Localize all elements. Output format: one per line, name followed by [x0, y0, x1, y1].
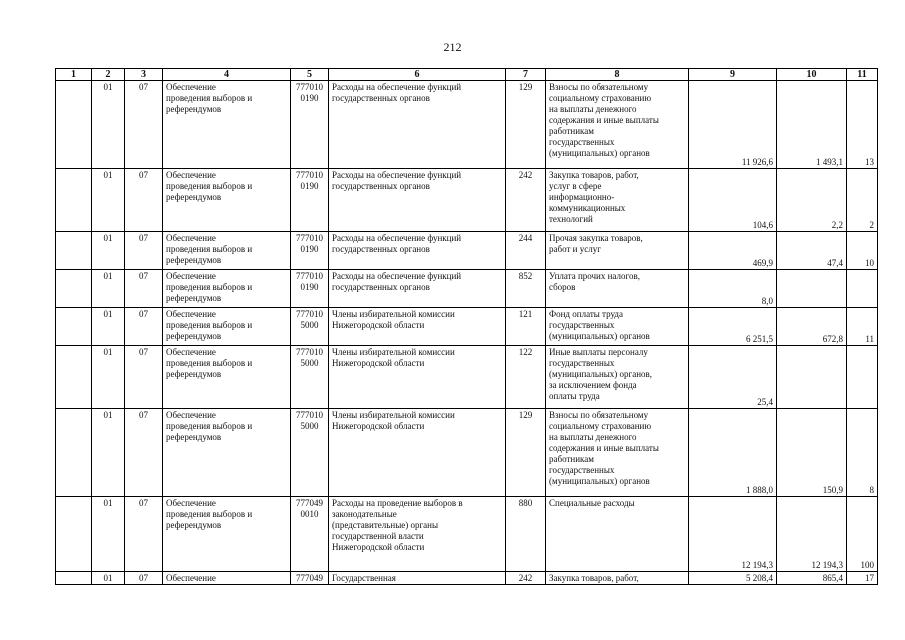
- cell-section: 01: [92, 169, 125, 232]
- cell-amount-plan: 1 888,0: [689, 409, 777, 497]
- cell-target-name: Расходы на обеспечение функций государственных органов: [329, 169, 506, 232]
- table-row: [56, 409, 878, 497]
- cell-section: 01: [92, 346, 125, 409]
- cell-target-code: 777049 0010: [291, 497, 329, 572]
- cell-percent: 11: [847, 308, 878, 346]
- cell-subsection-name: Обеспечение проведения выборов и референдумов: [163, 270, 291, 308]
- cell-target-code: 777010 5000: [291, 346, 329, 409]
- cell-target-code: 777010 5000: [291, 409, 329, 497]
- column-header: 8: [546, 69, 689, 81]
- table-row: [56, 497, 878, 572]
- cell-section: 01: [92, 497, 125, 572]
- budget-table: [55, 68, 878, 585]
- cell-amount-fact: 672,8: [777, 308, 847, 346]
- cell-amount-plan: 12 194,3: [689, 497, 777, 572]
- cell-amount-fact: [777, 346, 847, 409]
- table-row: [56, 169, 878, 232]
- cell-col1: [56, 346, 92, 409]
- cell-subsection: 07: [125, 497, 163, 572]
- cell-expense-type: 880: [506, 497, 546, 572]
- cell-percent: [847, 270, 878, 308]
- cell-target-name: Расходы на обеспечение функций государственных органов: [329, 81, 506, 169]
- table-row: [56, 270, 878, 308]
- cell-expense-type: 852: [506, 270, 546, 308]
- cell-expense-name: Уплата прочих налогов, сборов: [546, 270, 689, 308]
- column-header: 10: [777, 69, 847, 81]
- table-row: [56, 81, 878, 169]
- column-header: 7: [506, 69, 546, 81]
- cell-percent: 10: [847, 232, 878, 270]
- cell-target-code: 777010 5000: [291, 308, 329, 346]
- column-header: 1: [56, 69, 92, 81]
- cell-target-name: Расходы на обеспечение функций государственных органов: [329, 232, 506, 270]
- cell-expense-name: Закупка товаров, работ,: [546, 572, 689, 585]
- cell-target-name: Члены избирательной комиссии Нижегородской области: [329, 346, 506, 409]
- cell-target-name: Расходы на проведение выборов в законодательные (представительные) органы государственной власти Нижегородской области: [329, 497, 506, 572]
- cell-amount-plan: 469,9: [689, 232, 777, 270]
- page-number: 212: [443, 40, 462, 54]
- cell-target-code: 777010 0190: [291, 81, 329, 169]
- cell-expense-name: Закупка товаров, работ, услуг в сфере информационно- коммуникационных технологий: [546, 169, 689, 232]
- cell-expense-name: Взносы по обязательному социальному страхованию на выплаты денежного содержания и иные выплаты работникам государственных (муниципальных) органов: [546, 409, 689, 497]
- cell-expense-name: Фонд оплаты труда государственных (муниципальных) органов: [546, 308, 689, 346]
- cell-percent: 13: [847, 81, 878, 169]
- cell-amount-plan: 11 926,6: [689, 81, 777, 169]
- cell-amount-plan: 8,0: [689, 270, 777, 308]
- cell-subsection-name: Обеспечение проведения выборов и референдумов: [163, 346, 291, 409]
- table-header-row: [56, 69, 878, 81]
- cell-percent: [847, 346, 878, 409]
- cell-subsection-name: Обеспечение проведения выборов и референдумов: [163, 497, 291, 572]
- cell-amount-plan: 25,4: [689, 346, 777, 409]
- cell-subsection-name: Обеспечение проведения выборов и референдумов: [163, 232, 291, 270]
- cell-amount-plan: 5 208,4: [689, 572, 777, 585]
- cell-subsection-name: Обеспечение: [163, 572, 291, 585]
- cell-subsection-name: Обеспечение проведения выборов и референдумов: [163, 409, 291, 497]
- cell-expense-type: 242: [506, 572, 546, 585]
- cell-section: 01: [92, 270, 125, 308]
- cell-expense-name: Специальные расходы: [546, 497, 689, 572]
- column-header: 5: [291, 69, 329, 81]
- cell-subsection-name: Обеспечение проведения выборов и референдумов: [163, 169, 291, 232]
- cell-target-name: Члены избирательной комиссии Нижегородской области: [329, 308, 506, 346]
- cell-expense-type: 122: [506, 346, 546, 409]
- cell-target-code: 777010 0190: [291, 169, 329, 232]
- column-header: 11: [847, 69, 878, 81]
- cell-percent: 100: [847, 497, 878, 572]
- cell-amount-plan: 6 251,5: [689, 308, 777, 346]
- cell-subsection: 07: [125, 232, 163, 270]
- cell-col1: [56, 232, 92, 270]
- cell-subsection: 07: [125, 81, 163, 169]
- cell-subsection: 07: [125, 308, 163, 346]
- column-header: 3: [125, 69, 163, 81]
- column-header: 2: [92, 69, 125, 81]
- cell-target-code: 777010 0190: [291, 232, 329, 270]
- cell-col1: [56, 308, 92, 346]
- cell-expense-name: Иные выплаты персоналу государственных (муниципальных) органов, за исключением фонда оплаты труда: [546, 346, 689, 409]
- cell-expense-name: Взносы по обязательному социальному страхованию на выплаты денежного содержания и иные выплаты работникам государственных (муниципальных) органов: [546, 81, 689, 169]
- cell-target-code: 777049: [291, 572, 329, 585]
- cell-subsection: 07: [125, 572, 163, 585]
- cell-amount-plan: 104,6: [689, 169, 777, 232]
- cell-subsection-name: Обеспечение проведения выборов и референдумов: [163, 308, 291, 346]
- cell-col1: [56, 81, 92, 169]
- column-header: 9: [689, 69, 777, 81]
- table-row: [56, 346, 878, 409]
- cell-subsection-name: Обеспечение проведения выборов и референдумов: [163, 81, 291, 169]
- cell-amount-fact: [777, 270, 847, 308]
- cell-subsection: 07: [125, 169, 163, 232]
- cell-subsection: 07: [125, 409, 163, 497]
- cell-subsection: 07: [125, 346, 163, 409]
- column-header: 6: [329, 69, 506, 81]
- cell-expense-type: 244: [506, 232, 546, 270]
- cell-section: 01: [92, 308, 125, 346]
- cell-col1: [56, 572, 92, 585]
- cell-amount-fact: 1 493,1: [777, 81, 847, 169]
- cell-target-name: Государственная: [329, 572, 506, 585]
- cell-amount-fact: 2,2: [777, 169, 847, 232]
- cell-section: 01: [92, 409, 125, 497]
- table-row: [56, 232, 878, 270]
- cell-section: 01: [92, 232, 125, 270]
- cell-expense-type: 242: [506, 169, 546, 232]
- cell-amount-fact: 865,4: [777, 572, 847, 585]
- cell-target-name: Члены избирательной комиссии Нижегородской области: [329, 409, 506, 497]
- cell-percent: 2: [847, 169, 878, 232]
- cell-col1: [56, 497, 92, 572]
- table-row: [56, 572, 878, 585]
- cell-section: 01: [92, 81, 125, 169]
- column-header: 4: [163, 69, 291, 81]
- cell-subsection: 07: [125, 270, 163, 308]
- cell-target-code: 777010 0190: [291, 270, 329, 308]
- cell-expense-type: 129: [506, 409, 546, 497]
- cell-percent: 8: [847, 409, 878, 497]
- cell-amount-fact: 12 194,3: [777, 497, 847, 572]
- cell-percent: 17: [847, 572, 878, 585]
- cell-target-name: Расходы на обеспечение функций государственных органов: [329, 270, 506, 308]
- cell-col1: [56, 270, 92, 308]
- cell-amount-fact: 150,9: [777, 409, 847, 497]
- cell-col1: [56, 169, 92, 232]
- cell-expense-type: 129: [506, 81, 546, 169]
- cell-expense-name: Прочая закупка товаров, работ и услуг: [546, 232, 689, 270]
- cell-section: 01: [92, 572, 125, 585]
- table-row: [56, 308, 878, 346]
- cell-expense-type: 121: [506, 308, 546, 346]
- cell-amount-fact: 47,4: [777, 232, 847, 270]
- cell-col1: [56, 409, 92, 497]
